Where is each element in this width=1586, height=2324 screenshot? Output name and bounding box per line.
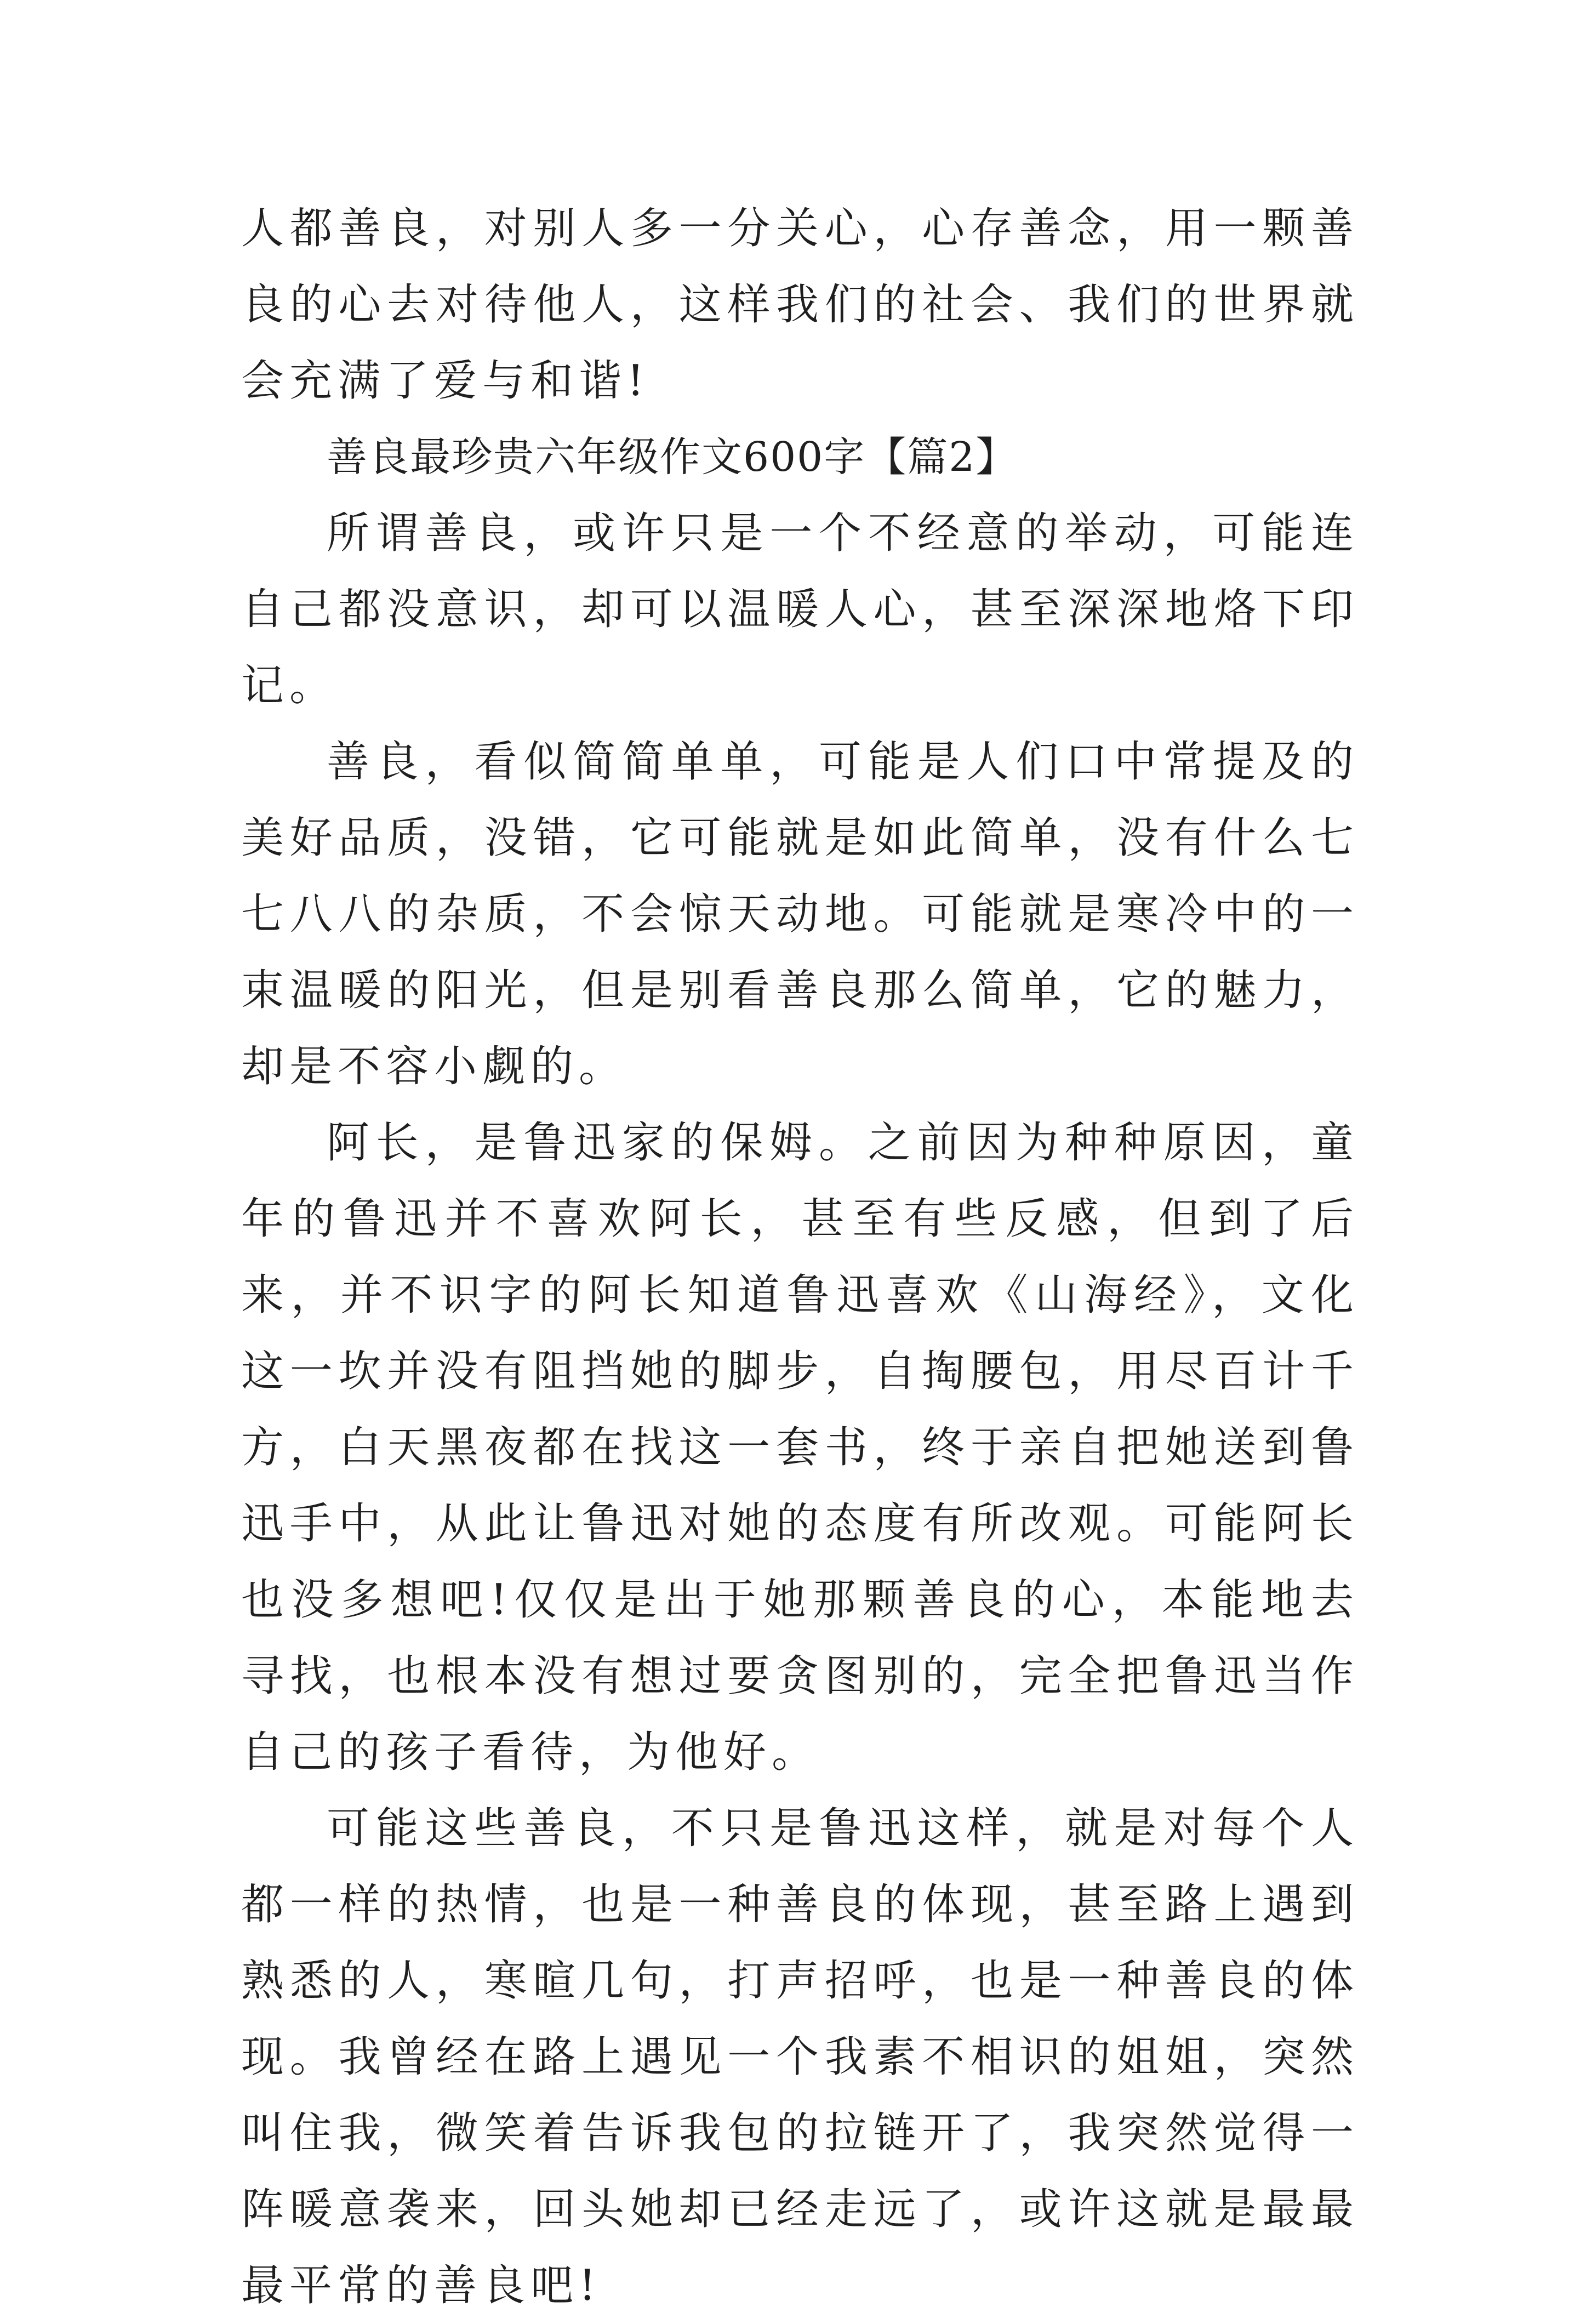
- section-heading: 善良最珍贵六年级作文600字【篇2】: [327, 434, 1018, 481]
- paragraph-body: 阿长，是鲁迅家的保姆。之前因为种种原因，童年的鲁迅并不喜欢阿长，甚至有些反感，但到了后来，并不识字的阿长知道鲁迅喜欢《山海经》，文化这一坎并没有阻挡她的脚步，自掏腰包，用尽百计千方，白天黑夜都在找这一套书，终于亲自把她送到鲁迅手中，从此让鲁迅对她的态度有所改观。可能阿长也没多想吧!仅仅是出于她那颗善良的心，本能地去寻找，也根本没有想过要贪图别的，完全把鲁迅当作自己的孩子看待，为他好。: [241, 1118, 1359, 1777]
- paragraph-body: 可能这些善良，不只是鲁迅这样，就是对每个人都一样的热情，也是一种善良的体现，甚至路上遇到熟悉的人，寒暄几句，打声招呼，也是一种善良的体现。我曾经在路上遇见一个我素不相识的姐姐，突然叫住我，微笑着告诉我包的拉链开了，我突然觉得一阵暖意袭来，回头她却已经走远了，或许这就是最最最平常的善良吧!: [241, 1804, 1359, 2310]
- paragraph-body: 所谓善良，或许只是一个不经意的举动，可能连自己都没意识，却可以温暖人心，甚至深深地烙下印记。: [241, 509, 1359, 710]
- paragraph-body: 善良，看似简简单单，可能是人们口中常提及的美好品质，没错，它可能就是如此简单，没有什么七七八八的杂质，不会惊天动地。可能就是寒冷中的一束温暖的阳光，但是别看善良那么简单，它的魅力，却是不容小觑的。: [241, 737, 1359, 1091]
- paragraph-continuation: 人都善良，对别人多一分关心，心存善念，用一颗善良的心去对待他人，这样我们的社会、我们的世界就会充满了爱与和谐!: [241, 204, 1359, 406]
- document-page: [241, 191, 1359, 2324]
